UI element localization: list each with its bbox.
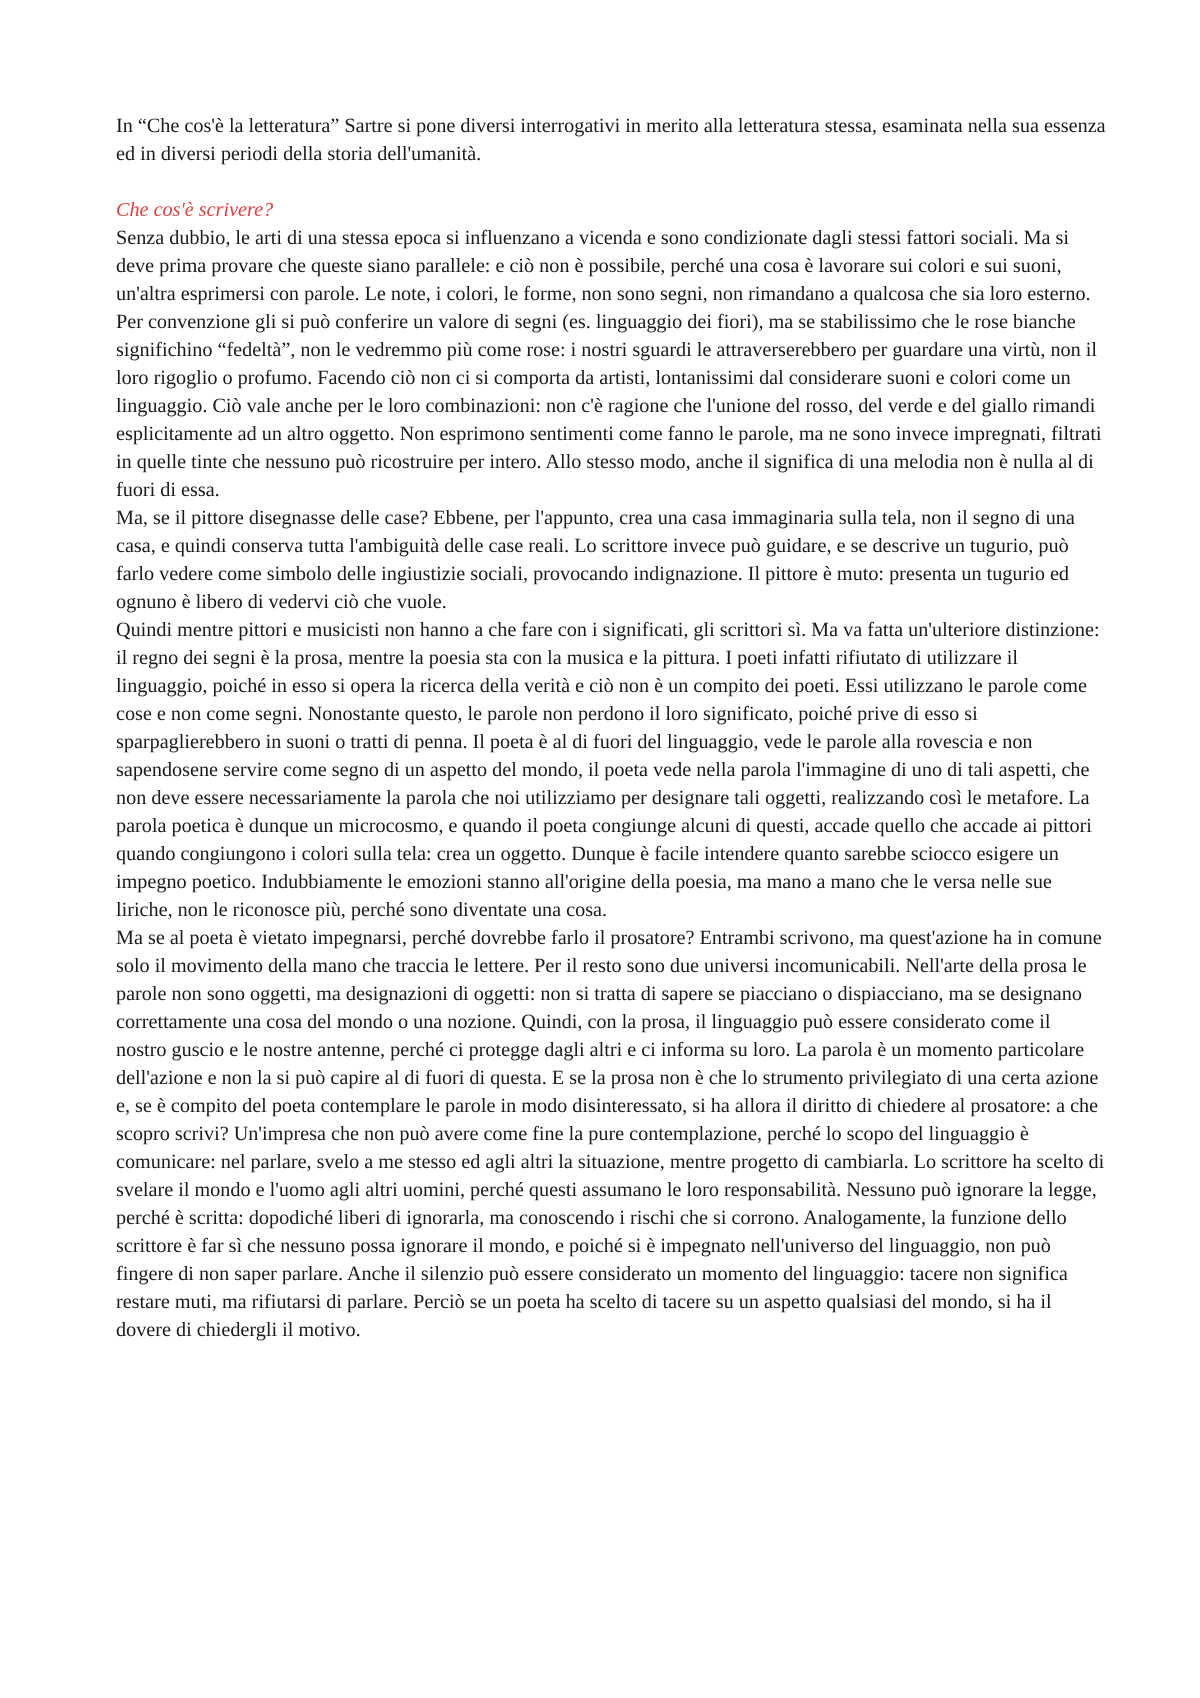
intro-paragraph: In “Che cos'è la letteratura” Sartre si pone diversi interrogativi in merito alla letteratura stessa, esaminata nella sua essenza ed in diversi periodi della storia dell'umanità. bbox=[116, 115, 1106, 165]
body-paragraph-4: Ma se al poeta è vietato impegnarsi, perché dovrebbe farlo il prosatore? Entrambi scrivono, ma quest'azione ha in comune solo il movimento della mano che traccia le lettere. Per il resto sono due universi incomunicabili. Nell'arte della prosa le parole non sono oggetti, ma designazioni di oggetti: non si tratta di sapere se piacciano o dispiacciano, ma se designano correttamente una cosa del mondo o una nozione. Quindi, con la prosa, il linguaggio può essere considerato come il nostro guscio e le nostre antenne, perché ci protegge dagli altri e ci informa su loro. La parola è un momento particolare dell'azione e non la si può capire al di fuori di questa. E se la prosa non è che lo strumento privilegiato di una certa azione e, se è compito del poeta contemplare le parole in modo disinteressato, si ha allora il diritto di chiedere al prosatore: a che scopro scrivi? Un'impresa che non può avere come fine la pure contemplazione, perché lo scopo del linguaggio è comunicare: nel parlare, svelo a me stesso ed agli altri la situazione, mentre progetto di cambiarla. Lo scrittore ha scelto di svelare il mondo e l'uomo agli altri uomini, perché questi assumano le loro responsabilità. Nessuno può ignorare la legge, perché è scritta: dopodiché liberi di ignorarla, ma conoscendo i rischi che si corrono. Analogamente, la funzione dello scrittore è far sì che nessuno possa ignorare il mondo, e poiché si è impegnato nell'universo del linguaggio, non può fingere di non saper parlare. Anche il silenzio può essere considerato un momento del linguaggio: tacere non significa restare muti, ma rifiutarsi di parlare. Perciò se un poeta ha scelto di tacere su un aspetto qualsiasi del mondo, si ha il dovere di chiedergli il motivo. bbox=[116, 927, 1105, 1341]
body-paragraph-2: Ma, se il pittore disegnasse delle case? Ebbene, per l'appunto, crea una casa immaginaria sulla tela, non il segno di una casa, e quindi conserva tutta l'ambiguità delle case reali. Lo scrittore invece può guidare, e se descrive un tugurio, può farlo vedere come simbolo delle ingiustizie sociali, provocando indignazione. Il pittore è muto: presenta un tugurio ed ognuno è libero di vedervi ciò che vuole. bbox=[116, 507, 1075, 613]
section-heading: Che cos'è scrivere? bbox=[116, 199, 274, 221]
body-paragraph-1: Senza dubbio, le arti di una stessa epoca si influenzano a vicenda e sono condizionate dagli stessi fattori sociali. Ma si deve prima provare che queste siano parallele: e ciò non è possibile, perché una cosa è lavorare sui colori e sui suoni, un'altra esprimersi con parole. Le note, i colori, le forme, non sono segni, non rimandano a qualcosa che sia loro esterno. Per convenzione gli si può conferire un valore di segni (es. linguaggio dei fiori), ma se stabilissimo che le rose bianche significhino “fedeltà”, non le vedremmo più come rose: i nostri sguardi le attraverserebbero per guardare una virtù, non il loro rigoglio o profumo. Facendo ciò non ci si comporta da artisti, lontanissimi dal considerare suoni e colori come un linguaggio. Ciò vale anche per le loro combinazioni: non c'è ragione che l'unione del rosso, del verde e del giallo rimandi esplicitamente ad un altro oggetto. Non esprimono sentimenti come fanno le parole, ma ne sono invece impregnati, filtrati in quelle tinte che nessuno può ricostruire per intero. Allo stesso modo, anche il significa di una melodia non è nulla al di fuori di essa. bbox=[116, 227, 1102, 501]
document-page bbox=[116, 112, 1106, 1344]
body-paragraph-3: Quindi mentre pittori e musicisti non hanno a che fare con i significati, gli scrittori sì. Ma va fatta un'ulteriore distinzione: il regno dei segni è la prosa, mentre la poesia sta con la musica e la pittura. I poeti infatti rifiutato di utilizzare il linguaggio, poiché in esso si opera la ricerca della verità e ciò non è un compito dei poeti. Essi utilizzano le parole come cose e non come segni. Nonostante questo, le parole non perdono il loro significato, poiché prive di esso si sparpaglierebbero in suoni o tratti di penna. Il poeta è al di fuori del linguaggio, vede le parole alla rovescia e non sapendosene servire come segno di un aspetto del mondo, il poeta vede nella parola l'immagine di uno di tali aspetti, che non deve essere necessariamente la parola che noi utilizziamo per designare tali oggetti, realizzando così le metafore. La parola poetica è dunque un microcosmo, e quando il poeta congiunge alcuni di questi, accade quello che accade ai pittori quando congiungono i colori sulla tela: crea un oggetto. Dunque è facile intendere quanto sarebbe sciocco esigere un impegno poetico. Indubbiamente le emozioni stanno all'origine della poesia, ma mano a mano che le versa nelle sue liriche, non le riconosce più, perché sono diventate una cosa. bbox=[116, 619, 1100, 921]
